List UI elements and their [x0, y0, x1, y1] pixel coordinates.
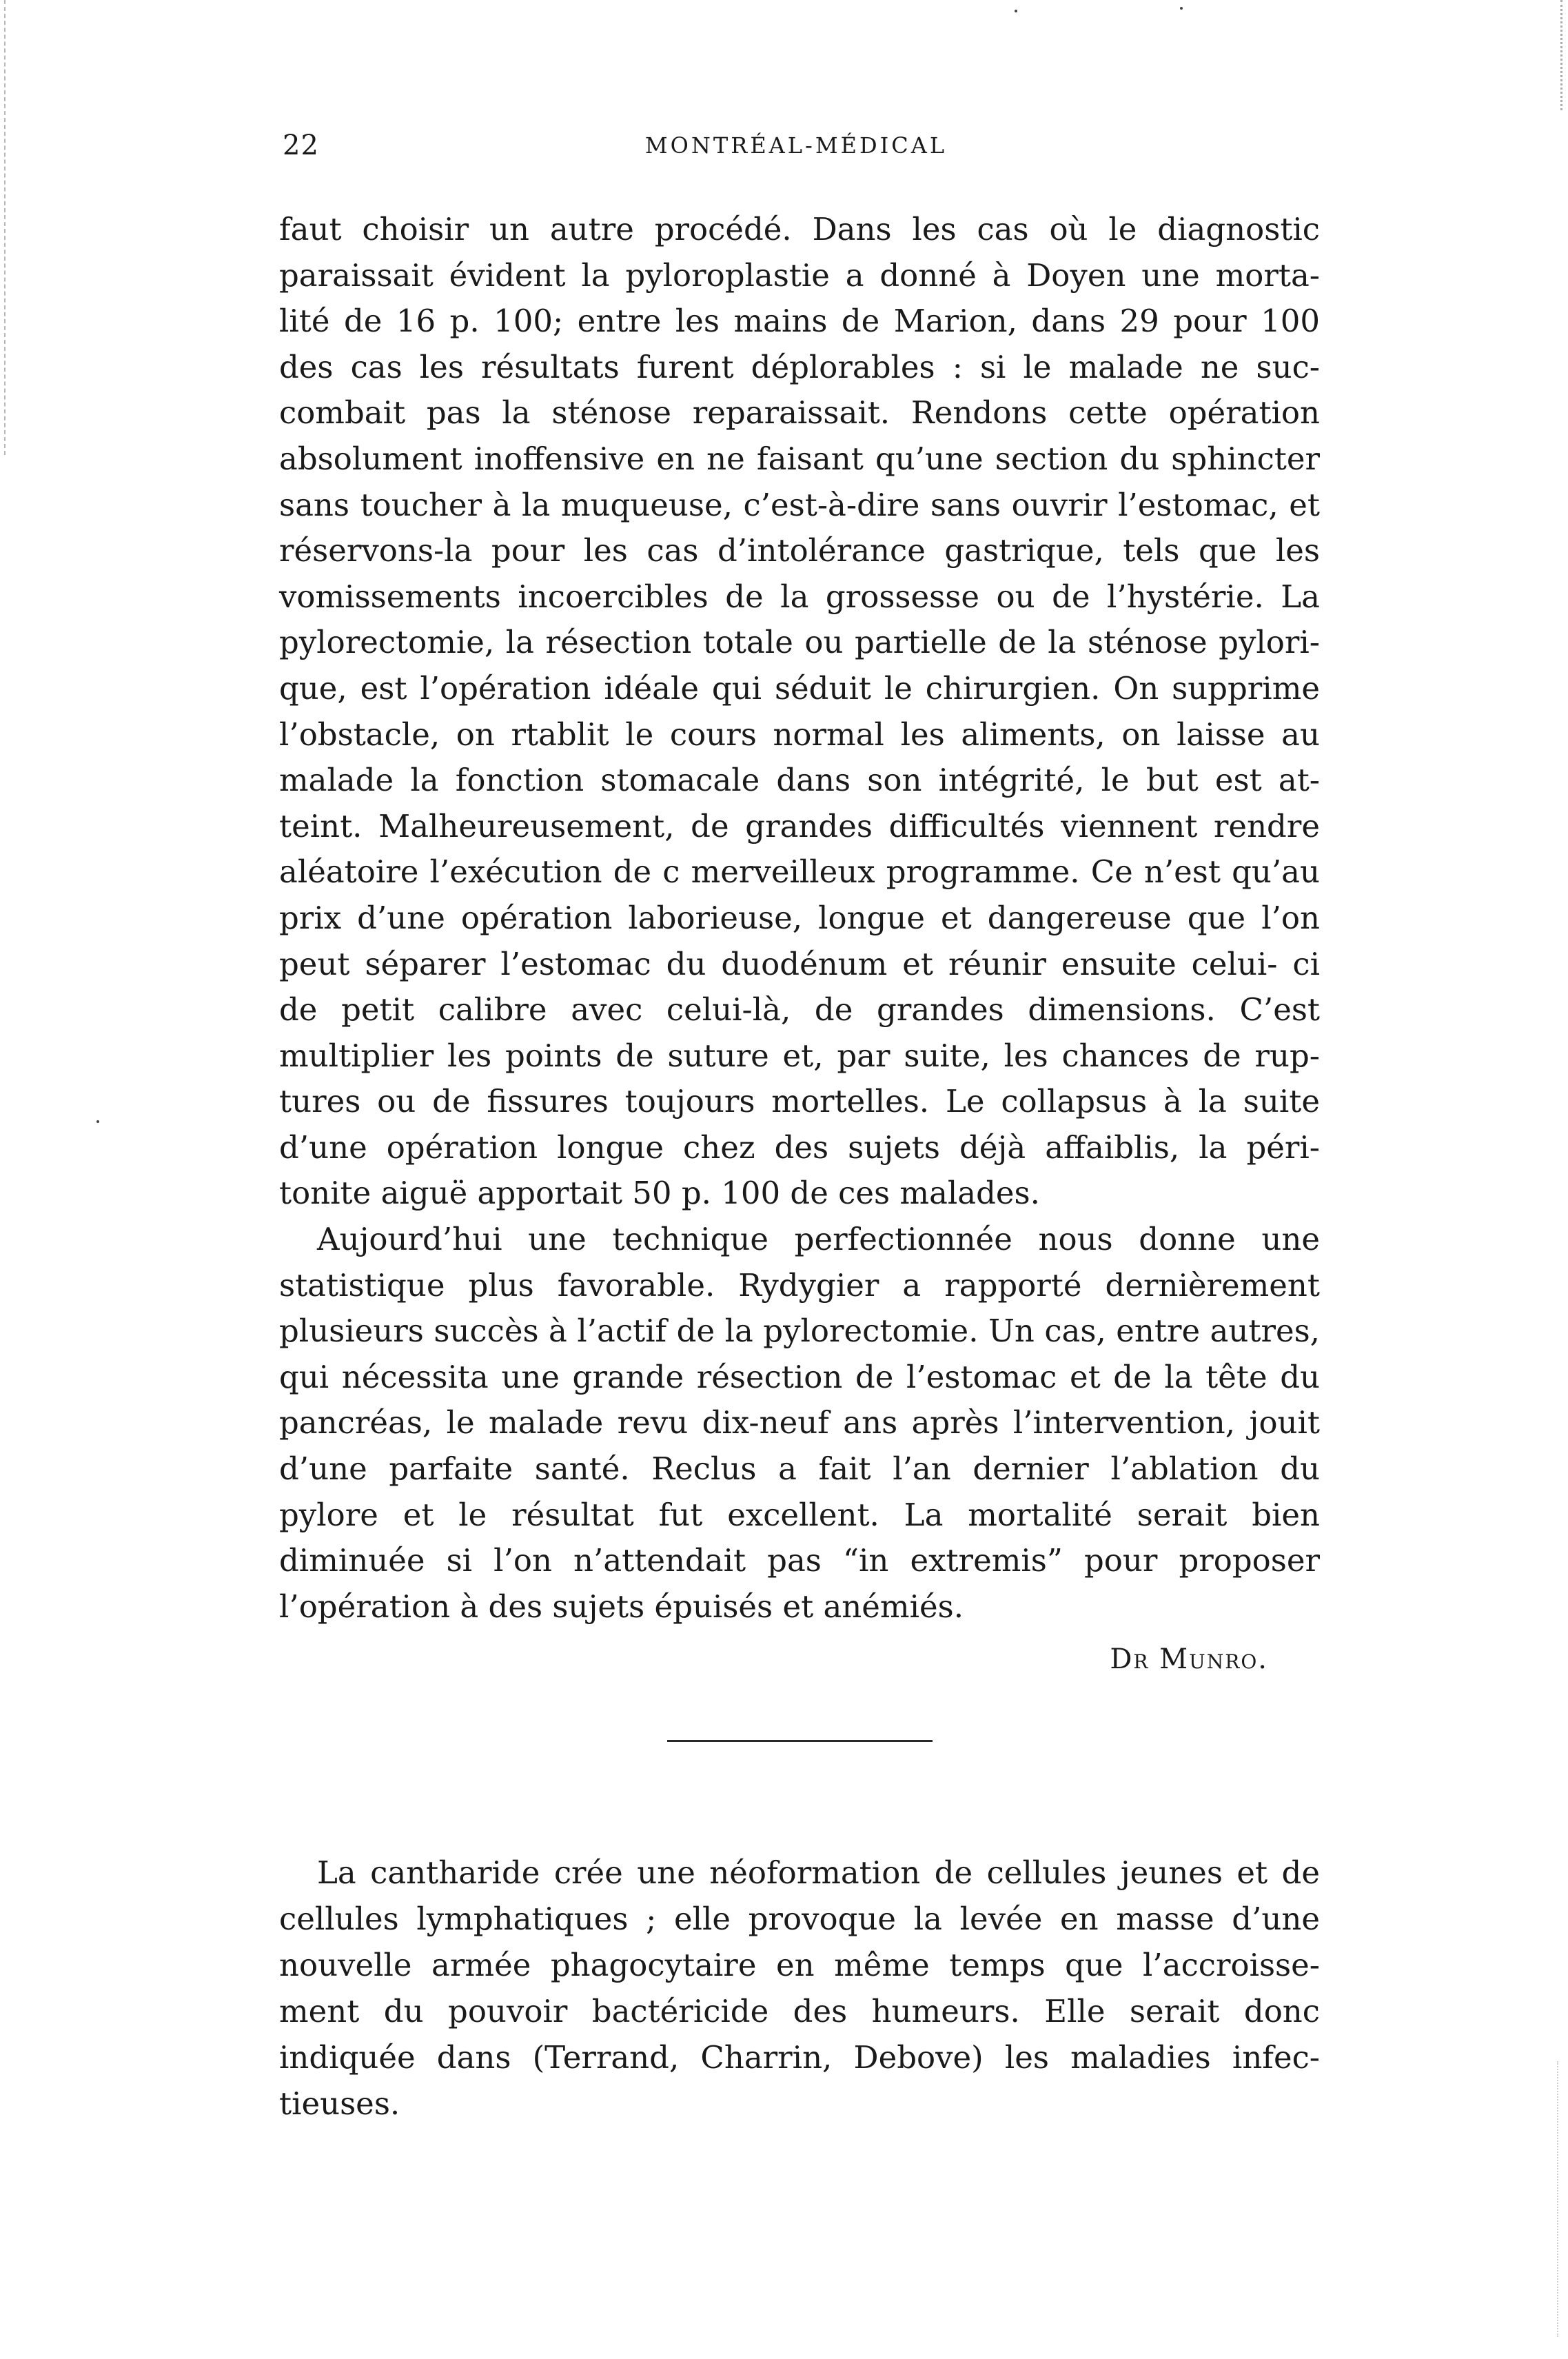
page-header — [283, 130, 1310, 171]
scan-speck — [96, 1120, 99, 1123]
author-signature: Dr Munro. — [1110, 1643, 1268, 1676]
scan-speck — [1180, 7, 1183, 10]
article-paragraph-2: Aujourd’hui une technique perfectionnée nous donne une statistique plus favorable. Rydygier a rapporté dernièrement plusieurs succès à l’actif de la pylorectomie. Un cas, entre autres, qui nécessita une grande résection de l’estomac et de la tête du pancréas, le malade revu dix-neuf ans après l’intervention, jouit d’une parfaite santé. Reclus a fait l’an dernier l’ablation du pylore et le résultat fut excellent. La mortalité serait bien diminuée si l’on n’attendait pas “in extremis” pour proposer l’opération à des sujets épuisés et anémiés. — [279, 1221, 1320, 1625]
scan-edge-mark-right — [1542, 0, 1562, 110]
page-body — [279, 207, 1320, 2127]
scan-speck — [1015, 10, 1017, 12]
page-number: 22 — [283, 130, 319, 161]
article-paragraph-1: faut choisir un autre procédé. Dans les cas où le diagnostic paraissait évident la pyloroplastie a donné à Doyen une morta- lité de 16 p. 100; entre les mains de Marion, dans 29 pour 100 des cas les résultats furent déplorables : si le malade ne suc- combait pas la sténose reparaissait. Rendons cette opération absolument inoffensive en ne faisant qu’une section du sphincter sans toucher à la muqueuse, c’est-à-dire sans ouvrir l’estomac, et réservons-la pour les cas d’intolérance gastrique, tels que les vomissements incoercibles de la grossesse ou de l’hystérie. La pylorectomie, la résection totale ou partielle de la sténose pylori- que, est l’opération idéale qui séduit le chirurgien. On supprime l’obstacle, on rtablit le cours normal les aliments, on laisse au malade la fonction stomacale dans son intégrité, le but est at- teint. Malheureusement, de grandes difficultés viennent rendre aléatoire l’exécution de c merveilleux programme. Ce n’est qu’au prix d’une opération laborieuse, longue et dangereuse que l’on peut séparer l’estomac du duodénum et réunir ensuite celui- ci de petit calibre avec celui-là, de grandes dimensions. C’est multiplier les points de suture et, par suite, les chances de rup- tures ou de fissures toujours mortelles. Le collapsus à la suite d’une opération longue chez des sujets déjà affaiblis, la péri- tonite aiguë apportait 50 p. 100 de ces malades. — [279, 211, 1320, 1212]
section-divider — [667, 1740, 933, 1742]
note-paragraph: La cantharide crée une néoformation de cellules jeunes et de cellules lymphatiques ; elle provoque la levée en masse d’une nouvelle armée phagocytaire en même temps que l’accroisse- ment du pouvoir bactéricide des humeurs. Elle serait donc indiquée dans (Terrand, Charrin, Debove) les maladies infec- tieuses. — [279, 1854, 1320, 2123]
running-title: MONTRÉAL-MÉDICAL — [644, 132, 948, 159]
scan-edge-mark-left — [4, 0, 9, 455]
scan-edge-mark-right-lower — [1554, 2061, 1558, 2337]
